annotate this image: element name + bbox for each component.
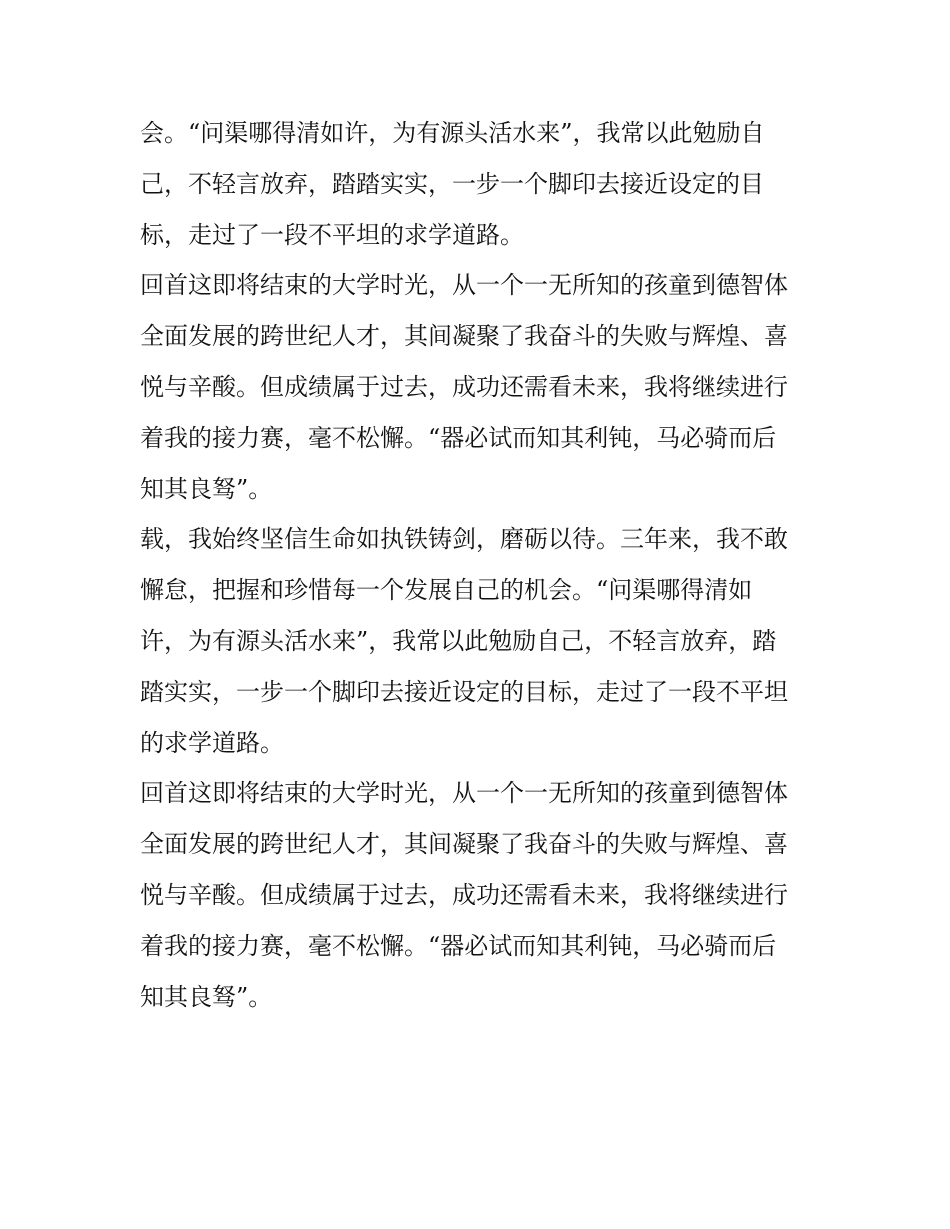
text-line: 悦与辛酸。但成绩属于过去，成功还需看未来，我将继续进行 [140, 372, 788, 401]
text-line: 知其良驽”。 [140, 982, 273, 1011]
text-line: 的求学道路。 [140, 728, 284, 757]
text-line: 许，为有源头活水来”，我常以此勉励自己，不轻言放弃，踏 [140, 626, 777, 655]
text-line: 全面发展的跨世纪人才，其间凝聚了我奋斗的失败与辉煌、喜 [140, 830, 788, 859]
text-line: 载，我始终坚信生命如执铁铸剑，磨砺以待。三年来，我不敢 [140, 525, 788, 554]
text-line: 懈怠，把握和珍惜每一个发展自己的机会。“问渠哪得清如 [140, 576, 753, 605]
text-line: 回首这即将结束的大学时光，从一个一无所知的孩童到德智体 [140, 779, 788, 808]
body-text [140, 108, 820, 1022]
text-line: 全面发展的跨世纪人才，其间凝聚了我奋斗的失败与辉煌、喜 [140, 322, 788, 351]
text-line: 着我的接力赛，毫不松懈。“器必试而知其利钝，马必骑而后 [140, 931, 777, 960]
text-line: 回首这即将结束的大学时光，从一个一无所知的孩童到德智体 [140, 271, 788, 300]
text-line: 着我的接力赛，毫不松懈。“器必试而知其利钝，马必骑而后 [140, 423, 777, 452]
text-line: 踏实实，一步一个脚印去接近设定的目标，走过了一段不平坦 [140, 677, 788, 706]
text-line: 悦与辛酸。但成绩属于过去，成功还需看未来，我将继续进行 [140, 880, 788, 909]
text-line: 会。“问渠哪得清如许，为有源头活水来”，我常以此勉励自 [140, 119, 765, 147]
text-line: 己，不轻言放弃，踏踏实实，一步一个脚印去接近设定的目 [140, 169, 764, 198]
text-line: 标，走过了一段不平坦的求学道路。 [140, 220, 524, 249]
text-line: 知其良驽”。 [140, 474, 273, 503]
